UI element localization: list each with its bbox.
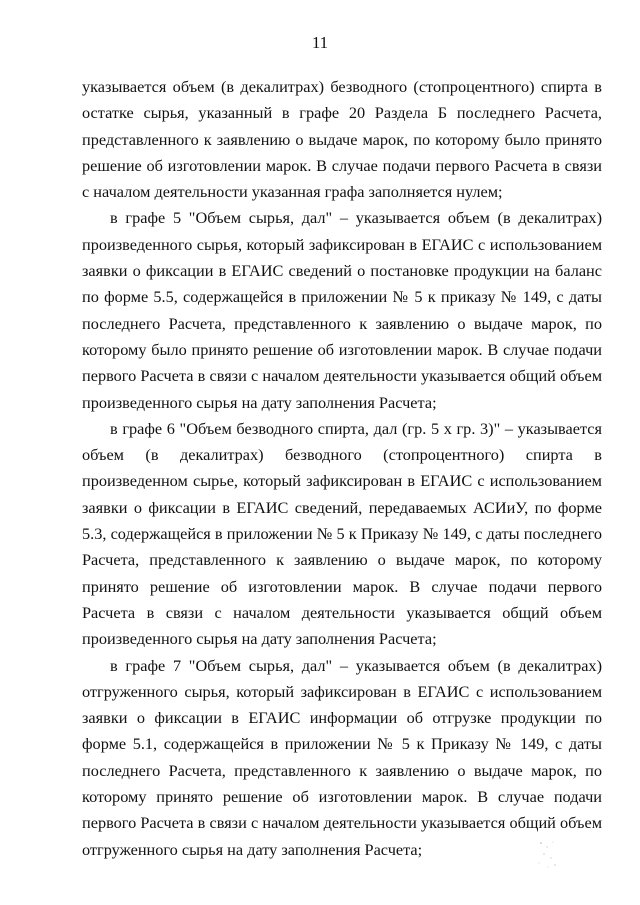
- page-number: 11: [311, 33, 329, 52]
- paragraph-column-6: в графе 6 "Объем безводного спирта, дал (гр. 5 х гр. 3)" – указывается объем (в декалитрах) безводного (стопроцентного) спирта в произведенном сырье, который зафиксирован в ЕГАИС с использованием заявки о фиксации в ЕГАИС сведений, передаваемых АСИиУ, по форме 5.3, содержащейся в приложении № 5 к Приказу № 149, с даты последнего Расчета, представленного к заявлению о выдаче марок, по которому принято решение об изготовлении марок. В случае подачи первого Расчета в связи с началом деятельности указывается общий объем произведенного сырья на дату заполнения Расчета;: [82, 418, 602, 649]
- document-body: [82, 74, 602, 863]
- paragraph-column-7: в графе 7 "Объем сырья, дал" – указывается объем (в декалитрах) отгруженного сырья, который зафиксирован в ЕГАИС с использованием заявки о фиксации в ЕГАИС информации об отгрузке продукции по форме 5.1, содержащейся в приложении № 5 к Приказу № 149, с даты последнего Расчета, представленного к заявлению о выдаче марок, по которому принято решение об изготовлении марок. В случае подачи первого Расчета в связи с началом деятельности указывается общий объем отгруженного сырья на дату заполнения Расчета;: [82, 655, 602, 859]
- paragraph-continuation: указывается объем (в декалитрах) безводного (стопроцентного) спирта в остатке сырья, указанный в графе 20 Раздела Б последнего Расчета, представленного к заявлению о выдаче марок, по которому было принято решение об изготовлении марок. В случае подачи первого Расчета в связи с началом деятельности указанная графа заполняется нулем;: [82, 77, 602, 202]
- scan-speckle-mark: [535, 838, 561, 870]
- paragraph-column-5: в графе 5 "Объем сырья, дал" – указывается объем (в декалитрах) произведенного сырья, который зафиксирован в ЕГАИС с использованием заявки о фиксации в ЕГАИС сведений о постановке продукции на баланс по форме 5.5, содержащейся в приложении № 5 к приказу № 149, с даты последнего Расчета, представленного к заявлению о выдаче марок, по которому было принято решение об изготовлении марок. В случае подачи первого Расчета в связи с началом деятельности указывается общий объем произведенного сырья на дату заполнения Расчета;: [82, 208, 602, 412]
